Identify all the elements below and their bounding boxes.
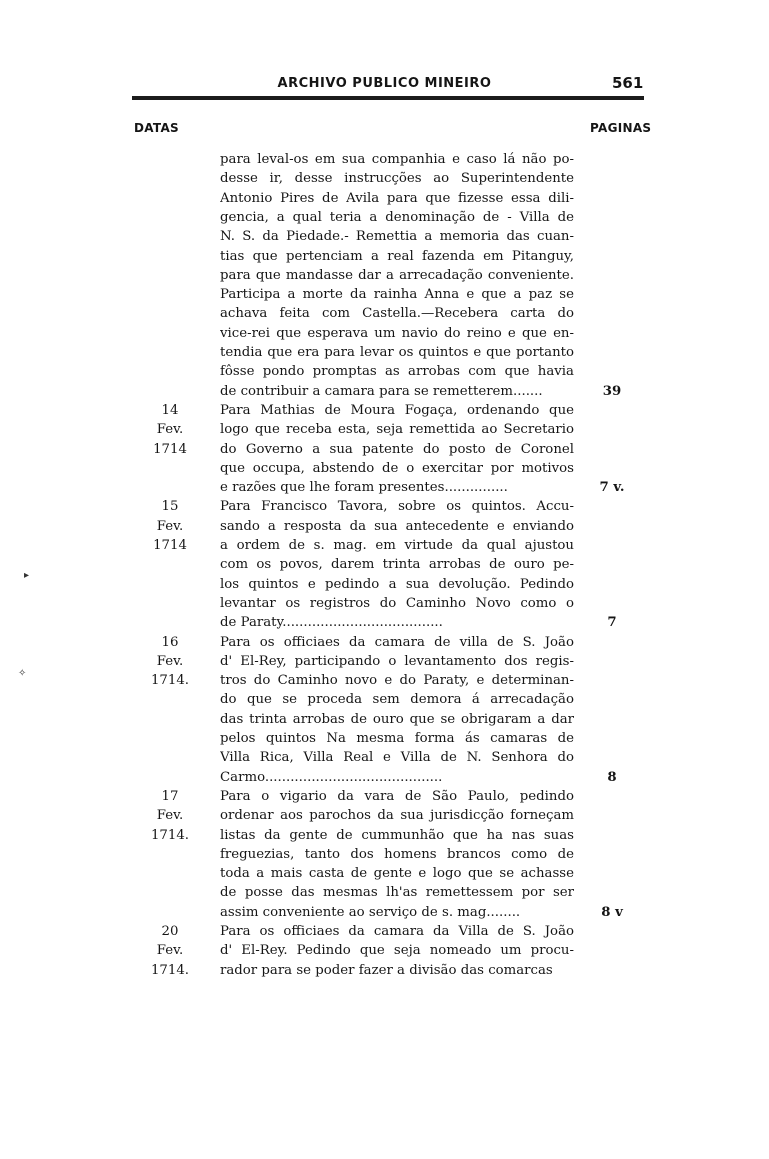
entry-date-year: 1714. bbox=[150, 827, 190, 843]
entry-date-year: 1714 bbox=[153, 441, 187, 457]
text-line: para que mandasse dar a arrecadação conveniente. bbox=[220, 267, 574, 283]
text-line: logo que receba esta, seja remettida ao Secretario bbox=[220, 422, 574, 438]
text-line: Villa Rica, Villa Real e Villa de N. Senhora do bbox=[220, 750, 574, 766]
text-line: do Governo a sua patente do posto de Coronel bbox=[220, 441, 574, 457]
entry-date-day: 15 bbox=[161, 499, 179, 515]
entry-date-month: Fev. bbox=[156, 653, 184, 669]
text-line: assim conveniente ao serviço de s. mag........ bbox=[220, 904, 521, 920]
text-line: de Paraty...................................... bbox=[220, 615, 443, 631]
page-reference: 8 bbox=[607, 769, 617, 785]
text-line: tias que pertenciam a real fazenda em Pitanguy, bbox=[220, 248, 574, 264]
text-line: com os povos, darem trinta arrobas de ouro pe- bbox=[220, 557, 574, 573]
text-line: Para o vigario da vara de São Paulo, pedindo bbox=[220, 788, 574, 804]
text-line: Para os officiaes da camara de villa de S. João bbox=[220, 634, 574, 650]
text-line: de posse das mesmas lh'as remettessem por ser bbox=[220, 885, 574, 901]
margin-mark: ▸ bbox=[24, 570, 30, 581]
margin-mark: ✧ bbox=[18, 668, 27, 679]
text-line: achava feita com Castella.—Recebera carta do bbox=[220, 306, 574, 322]
entry-date-year: 1714. bbox=[150, 962, 190, 978]
entry-date-month: Fev. bbox=[156, 808, 184, 824]
text-line: das trinta arrobas de ouro que se obrigaram a dar bbox=[220, 711, 574, 727]
text-line: gencia, a qual teria a denominação de - Villa de bbox=[220, 209, 574, 225]
entry-date-month: Fev. bbox=[156, 943, 184, 959]
text-line: N. S. da Piedade.- Remettia a memoria das cuan- bbox=[220, 229, 574, 245]
entry-date-day: 14 bbox=[161, 402, 179, 418]
text-line: levantar os registros do Caminho Novo como o bbox=[220, 595, 574, 611]
page-reference: 39 bbox=[602, 383, 622, 399]
header-rule bbox=[132, 96, 644, 100]
text-line: vice-rei que esperava um navio do reino e que en- bbox=[220, 325, 574, 341]
page-number: 561 bbox=[612, 74, 644, 92]
text-line: rador para se poder fazer a divisão das comarcas bbox=[220, 962, 553, 978]
text-line: los quintos e pedindo a sua devolução. Pedindo bbox=[220, 576, 574, 592]
text-line: Carmo.......................................... bbox=[220, 769, 443, 785]
text-line: tros do Caminho novo e do Paraty, e determinan- bbox=[220, 673, 574, 689]
entry-date-month: Fev. bbox=[156, 518, 184, 534]
text-line: e razões que lhe foram presentes............... bbox=[220, 480, 508, 496]
text-line: Para Francisco Tavora, sobre os quintos. Accu- bbox=[220, 499, 574, 515]
text-line: d' El-Rey, participando o levantamento dos regis- bbox=[220, 653, 574, 669]
entry-date-year: 1714 bbox=[153, 538, 187, 553]
text-line: Para os officiaes da camara da Villa de S. João bbox=[220, 924, 574, 939]
datas-column-label: DATAS bbox=[134, 121, 179, 135]
text-line: tendia que era para levar os quintos e que portanto bbox=[220, 345, 574, 360]
text-line: freguezias, tanto dos homens brancos como de bbox=[220, 846, 574, 862]
entry-date-day: 16 bbox=[161, 634, 179, 650]
text-line: sando a resposta da sua antecedente e enviando bbox=[220, 518, 574, 534]
text-line: do que se proceda sem demora á arrecadação bbox=[220, 692, 574, 708]
text-line: Para Mathias de Moura Fogaça, ordenando que bbox=[220, 402, 574, 418]
entry-date-month: Fev. bbox=[156, 422, 184, 438]
paginas-column-label: PAGINAS bbox=[590, 121, 652, 135]
text-line: pelos quintos Na mesma forma ás camaras de bbox=[220, 731, 574, 746]
page-reference: 7 bbox=[607, 615, 617, 631]
text-line: de contribuir a camara para se remetterem....... bbox=[220, 383, 543, 399]
text-line: para leval-os em sua companhia e caso lá não po- bbox=[220, 152, 574, 167]
text-line: d' El-Rey. Pedindo que seja nomeado um procu- bbox=[220, 943, 574, 959]
text-line: toda a mais casta de gente e logo que se achasse bbox=[220, 866, 574, 882]
text-line: Antonio Pires de Avila para que fizesse essa dili- bbox=[220, 190, 574, 206]
text-line: desse ir, desse instrucções ao Superintendente bbox=[220, 171, 574, 187]
running-header-title: ARCHIVO PUBLICO MINEIRO bbox=[277, 76, 492, 91]
entry-date-day: 20 bbox=[161, 924, 179, 939]
text-line: ordenar aos parochos da sua jurisdicção forneçam bbox=[220, 808, 574, 824]
entry-date-day: 17 bbox=[161, 788, 179, 804]
text-line: fôsse pondo promptas as arrobas com que havia bbox=[220, 364, 574, 380]
page-reference: 8 v bbox=[601, 904, 623, 920]
text-line: que occupa, abstendo de o exercitar por motivos bbox=[220, 460, 574, 476]
text-line: a ordem de s. mag. em virtude da qual ajustou bbox=[220, 538, 574, 553]
page-reference: 7 v. bbox=[599, 480, 625, 496]
text-line: Participa a morte da rainha Anna e que a paz se bbox=[220, 287, 574, 303]
text-line: listas da gente de cummunhão que ha nas suas bbox=[220, 827, 574, 843]
entry-date-year: 1714. bbox=[150, 673, 190, 689]
